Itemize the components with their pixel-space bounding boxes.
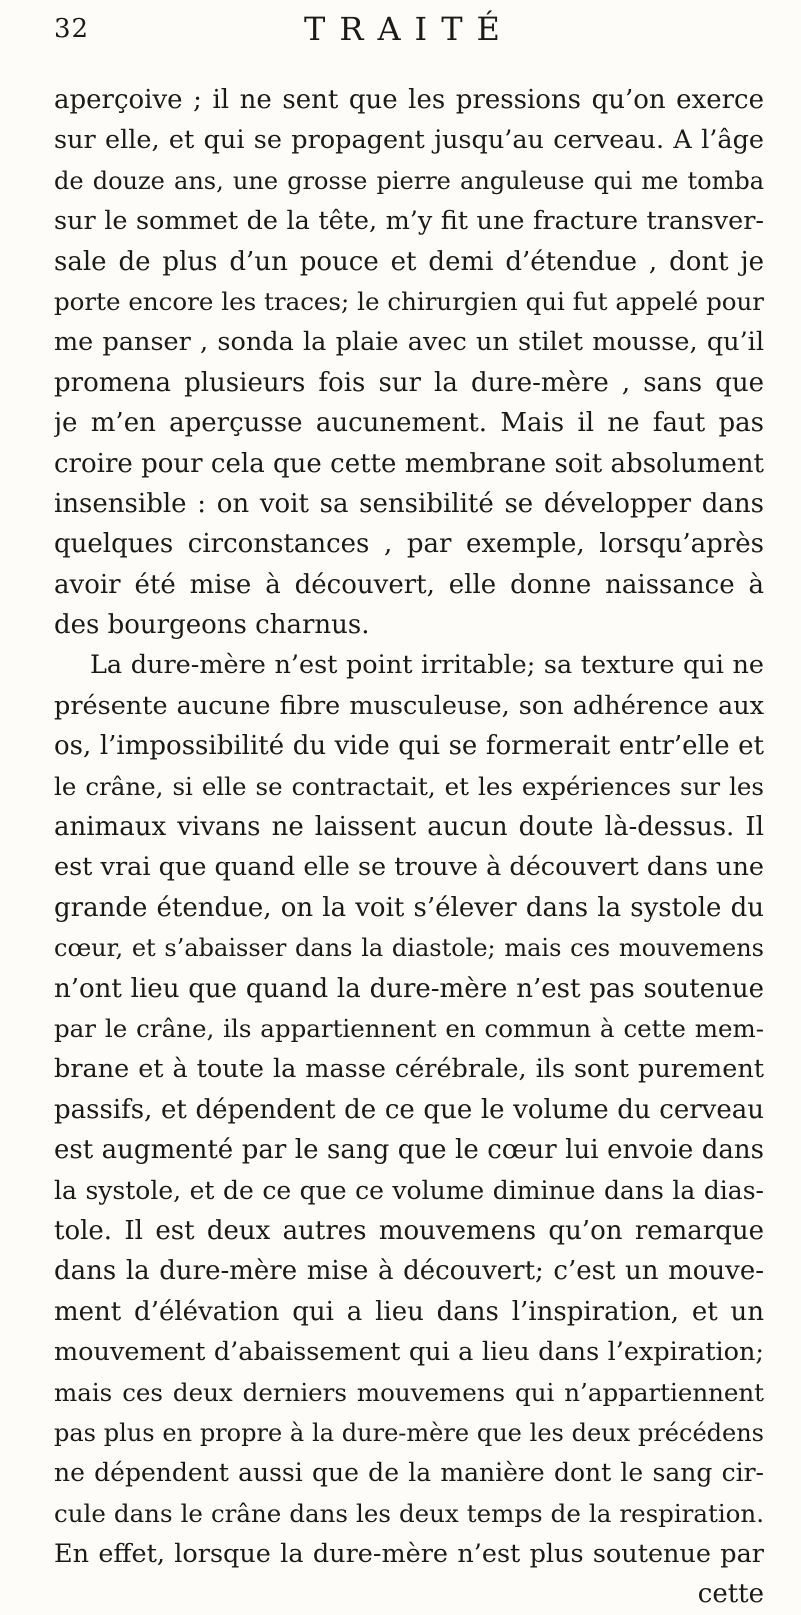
text-line: sur elle, et qui se propagent jusqu’au cerveau. A l’âge <box>54 125 764 156</box>
text-line: la systole, et de ce que ce volume diminue dans la dias- <box>54 1175 764 1205</box>
text-line: tole. Il est deux autres mouvemens qu’on remarque <box>54 1215 764 1246</box>
paragraph <box>54 80 764 645</box>
text-line: promena plusieurs fois sur la dure-mère , sans que <box>54 367 764 398</box>
text-line: sur le sommet de la tête, m’y fit une fracture transver- <box>54 206 764 237</box>
text-line: mais ces deux derniers mouvemens qui n’appartiennent <box>54 1377 764 1407</box>
text-line: croire pour cela que cette membrane soit absolument <box>54 448 764 479</box>
text-line: ment d’élévation qui a lieu dans l’inspiration, et un <box>54 1296 764 1327</box>
paragraph <box>54 645 764 1574</box>
text-line: cœur, et s’abaisser dans la diastole; mais ces mouvemens <box>54 934 764 963</box>
body-text <box>54 80 764 1615</box>
text-line: de douze ans, une grosse pierre anguleuse qui me tomba <box>54 166 764 195</box>
text-line: cule dans le crâne dans les deux temps de la respiration. <box>54 1498 764 1528</box>
text-line: est augmenté par le sang que le cœur lui envoie dans <box>54 1135 764 1166</box>
page-number: 32 <box>54 14 90 44</box>
text-line: par le crâne, ils appartiennent en commun à cette mem- <box>54 1013 764 1043</box>
text-line: dans la dure-mère mise à découvert; c’est un mouve- <box>54 1256 764 1287</box>
catchword: cette <box>697 1579 764 1610</box>
text-line: os, l’impossibilité du vide qui se formerait entr’elle et <box>54 731 764 762</box>
running-title: TRAITÉ <box>304 10 514 48</box>
text-line: insensible : on voit sa sensibilité se développer dans <box>54 488 764 519</box>
text-line: présente aucune fibre musculeuse, son adhérence aux <box>54 690 764 721</box>
text-line: n’ont lieu que quand la dure-mère n’est pas soutenue <box>54 973 764 1004</box>
text-line: grande étendue, on la voit s’élever dans la systole du <box>54 892 764 923</box>
text-line: ne dépendent aussi que de la manière dont le sang cir- <box>54 1458 764 1488</box>
text-line: brane et à toute la masse cérébrale, ils sont purement <box>54 1054 764 1085</box>
text-line: quelques circonstances , par exemple, lorsqu’après <box>54 529 764 560</box>
text-line: La dure-mère n’est point irritable; sa texture qui ne <box>90 650 764 681</box>
text-line: aperçoive ; il ne sent que les pressions qu’on exerce <box>54 85 764 115</box>
text-line: est vrai que quand elle se trouve à découvert dans une <box>54 852 764 883</box>
text-line: me panser , sonda la plaie avec un stilet mousse, qu’il <box>54 327 764 358</box>
text-line: En effet, lorsque la dure-mère n’est plus soutenue par <box>54 1539 764 1570</box>
text-line: des bourgeons charnus. <box>54 610 370 641</box>
text-line: le crâne, si elle se contractait, et les expériences sur les <box>54 771 764 801</box>
text-line: sale de plus d’un pouce et demi d’étendue , dont je <box>54 246 764 277</box>
text-line: pas plus en propre à la dure-mère que les deux précédens <box>54 1418 764 1447</box>
page-header <box>54 8 761 52</box>
text-line: avoir été mise à découvert, elle donne naissance à <box>54 569 764 600</box>
text-line: passifs, et dépendent de ce que le volume du cerveau <box>54 1094 764 1125</box>
text-line: mouvement d’abaissement qui a lieu dans l’expiration; <box>54 1337 764 1368</box>
text-line: porte encore les traces; le chirurgien qui fut appelé pour <box>54 286 764 316</box>
text-line: animaux vivans ne laissent aucun doute là-dessus. Il <box>54 812 764 843</box>
text-line: je m’en aperçusse aucunement. Mais il ne faut pas <box>54 408 764 439</box>
